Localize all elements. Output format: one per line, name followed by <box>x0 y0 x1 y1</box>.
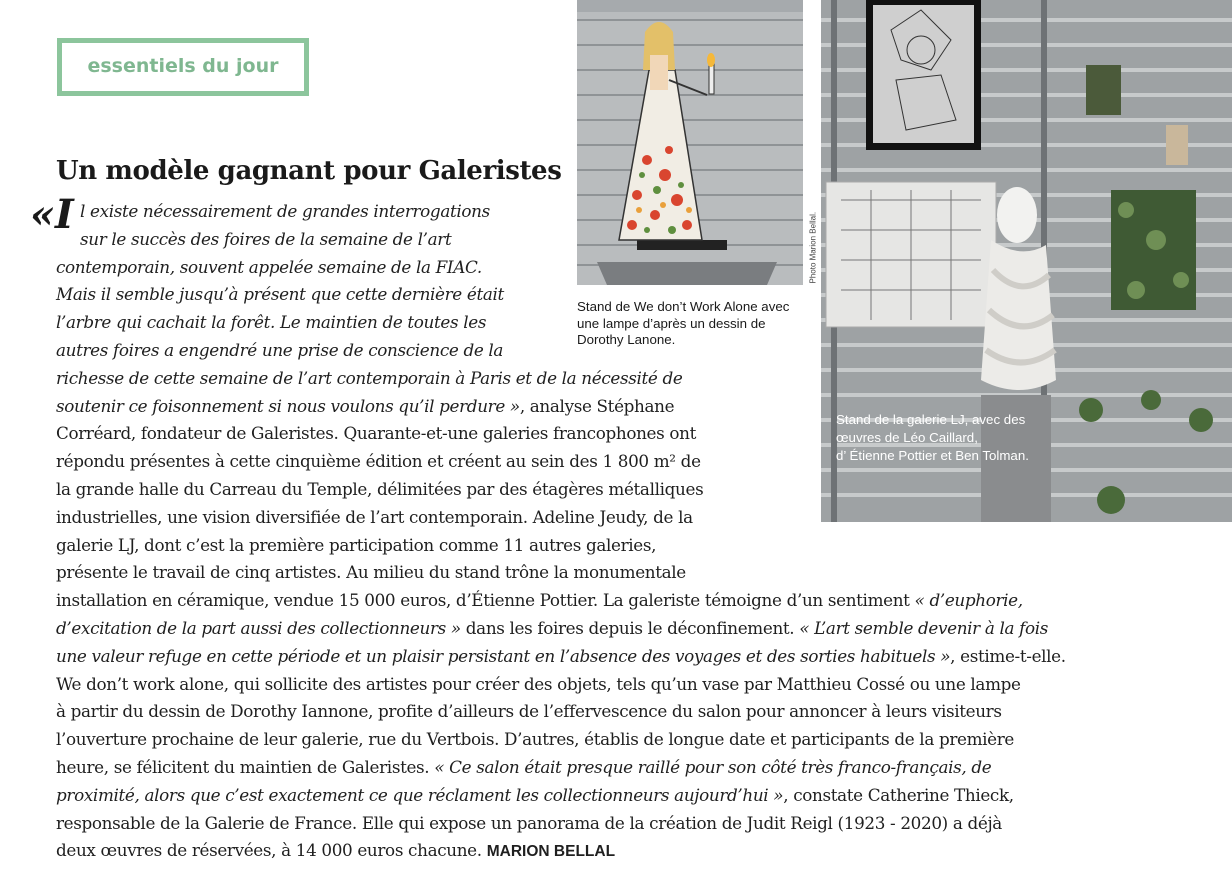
text-segment: « Ce salon était presque raillé pour son côté très franco-français, de <box>434 756 992 777</box>
text-segment: deux œuvres de réservées, à 14 000 euros chacune. <box>56 840 487 861</box>
body-line <box>56 532 1126 560</box>
body-line <box>56 782 1126 810</box>
body-line <box>56 587 1126 615</box>
section-tag: essentiels du jour <box>87 55 279 77</box>
body-line <box>56 837 1126 865</box>
text-segment: « L’art semble devenir à la fois <box>799 617 1049 638</box>
body-line <box>56 726 1126 754</box>
body-line <box>56 810 1126 838</box>
text-segment: « d’euphorie, <box>914 590 1023 611</box>
caption-lamp: Stand de We don’t Work Alone avec une lampe d’après un dessin de Dorothy Lanone. <box>577 299 790 347</box>
text-segment: sur le succès des foires de la semaine de l’art <box>80 228 452 249</box>
drop-quote: «I <box>30 191 74 238</box>
text-segment: galerie LJ, dont c’est la première participation comme 11 autres galeries, <box>56 534 657 555</box>
body-line <box>56 754 1126 782</box>
text-segment: la grande halle du Carreau du Temple, délimitées par des étagères métalliques <box>56 478 704 499</box>
body-line <box>56 643 1126 671</box>
text-segment: installation en céramique, vendue 15 000 euros, d’Étienne Pottier. La galeriste témoigne d’un sentiment <box>56 590 915 611</box>
text-segment: heure, se félicitent du maintien de Galeristes. <box>56 756 435 777</box>
section-badge <box>57 38 309 96</box>
text-segment: industrielles, une vision diversifiée de l’art contemporain. Adeline Jeudy, de la <box>56 506 693 527</box>
body-line <box>56 671 1126 699</box>
text-segment: autres foires a engendré une prise de conscience de la <box>56 339 504 360</box>
text-segment: , estime-t-elle. <box>950 645 1066 666</box>
author-signature: MARION BELLAL <box>486 843 616 861</box>
body-line <box>56 698 1126 726</box>
text-segment: responsable de la Galerie de France. Elle qui expose un panorama de la création de Judit Reigl (1923 - 2020) a déjà <box>56 812 1002 833</box>
text-segment: répondu présentes à cette cinquième édition et créent au sein des 1 800 m² de <box>56 451 701 472</box>
text-segment: d’excitation de la part aussi des collectionneurs » <box>56 617 461 638</box>
text-segment: l’arbre qui cachait la forêt. Le maintien de toutes les <box>56 312 487 333</box>
text-segment: , analyse Stéphane <box>519 395 675 416</box>
text-segment: une valeur refuge en cette période et un plaisir persistant en l’absence des voyages et des sorties habituels » <box>56 645 951 666</box>
body-line <box>56 615 1126 643</box>
text-segment: richesse de cette semaine de l’art contemporain à Paris et de la nécessité de <box>56 367 683 388</box>
text-segment: soutenir ce foisonnement si nous voulons qu’il perdure » <box>56 395 520 416</box>
text-segment: l existe nécessairement de grandes interrogations <box>80 201 490 221</box>
body-line <box>56 559 1126 587</box>
headline: Un modèle gagnant pour Galeristes <box>56 156 562 186</box>
text-segment: l’ouverture prochaine de leur galerie, rue du Vertbois. D’autres, établis de longue date et participants de la première <box>56 729 1015 750</box>
text-segment: Corréard, fondateur de Galeristes. Quarante-et-une galeries francophones ont <box>56 423 696 444</box>
text-segment: Mais il semble jusqu’à présent que cette dernière était <box>56 284 504 305</box>
photo-lamp-sculpture <box>577 0 803 285</box>
text-segment: dans les foires depuis le déconfinement. <box>460 617 800 638</box>
text-segment: proximité, alors que c’est exactement ce que réclament les collectionneurs aujourd’hui » <box>56 784 784 805</box>
photo-credit: Photo Marion Bellal. <box>808 211 818 284</box>
text-segment: contemporain, souvent appelée semaine de la FIAC. <box>56 256 482 277</box>
text-segment: We don’t work alone, qui sollicite des artistes pour créer des objets, tels qu’un vase par Matthieu Cossé ou une lampe <box>56 673 1021 694</box>
text-segment: présente le travail de cinq artistes. Au milieu du stand trône la monumentale <box>56 562 686 583</box>
text-segment: à partir du dessin de Dorothy Iannone, profite d’ailleurs de l’effervescence du salon pour annoncer à leurs visiteurs <box>56 701 1002 722</box>
caption-gallery-stand: Stand de la galerie LJ, avec des œuvres de Léo Caillard, d’ Étienne Pottier et Ben Tolman. <box>836 412 1029 463</box>
text-segment: , constate Catherine Thieck, <box>783 784 1014 805</box>
